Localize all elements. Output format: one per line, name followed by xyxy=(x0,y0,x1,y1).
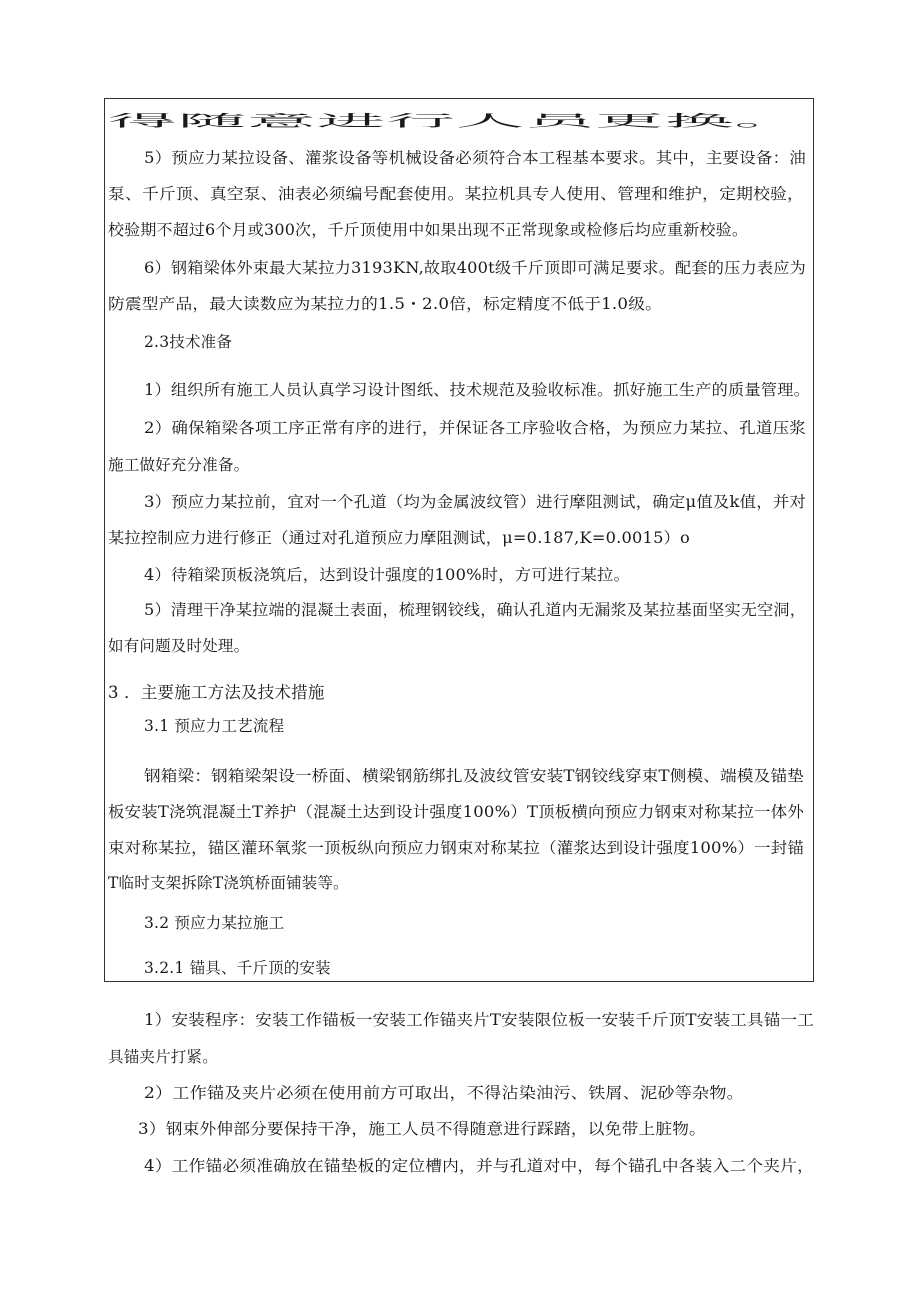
section-heading: 3 ．主要施工方法及技术措施 xyxy=(108,683,325,702)
text-line: 2）确保箱梁各项工序正常有序的进行，并保证各工序验收合格，为预应力某拉、孔道压浆 xyxy=(144,419,806,437)
subsection-heading: 3.1 预应力工艺流程 xyxy=(144,717,285,735)
text-line: 5）预应力某拉设备、灌浆设备等机械设备必须符合本工程基本要求。其中，主要设备：油 xyxy=(144,149,806,167)
text-line: 6）钢箱梁体外束最大某拉力3193KN,故取400t级千斤顶即可满足要求。配套的压力表应为 xyxy=(144,259,806,277)
text-line: 1）组织所有施工人员认真学习设计图纸、技术规范及验收标准。抓好施工生产的质量管理。 xyxy=(144,381,810,399)
text-line: 得随意进行人员更换。 xyxy=(108,112,804,130)
text-line: 防震型产品，最大读数应为某拉力的1.5・2.0倍，标定精度不低于1.0级。 xyxy=(108,295,662,313)
text-line: 校验期不超过6个月或300次，千斤顶使用中如果出现不正常现象或检修后均应重新校验。 xyxy=(108,221,748,239)
text-line: 施工做好充分准备。 xyxy=(108,456,250,474)
section-heading: 2.3技术准备 xyxy=(144,333,233,351)
subsection-heading: 3.2.1 锚具、千斤顶的安装 xyxy=(144,959,331,977)
text-line: 3）钢束外伸部分要保持干净，施工人员不得随意进行踩踏，以免带上脏物。 xyxy=(138,1120,706,1138)
text-line: 某拉控制应力进行修正（通过对孔道预应力摩阻测试，μ=0.187,K=0.0015）o xyxy=(108,529,690,547)
text-line: 如有问题及时处理。 xyxy=(108,637,250,655)
text-line: 2）工作锚及夹片必须在使用前方可取出，不得沾染油污、铁屑、泥砂等杂物。 xyxy=(144,1084,744,1102)
text-line: 1）安装程序：安装工作锚板一安装工作锚夹片T安装限位板一安装千斤顶T安装工具锚一工 xyxy=(144,1011,814,1029)
text-line: 束对称某拉，锚区灌环氧浆一顶板纵向预应力钢束对称某拉（灌浆达到设计强度100%）一封锚 xyxy=(108,839,804,857)
text-line: T临时支架拆除T浇筑桥面铺装等。 xyxy=(108,874,349,892)
subsection-heading: 3.2 预应力某拉施工 xyxy=(144,914,285,932)
text-line: 3）预应力某拉前，宜对一个孔道（均为金属波纹管）进行摩阻测试，确定μ值及k值，并对 xyxy=(144,493,806,511)
text-line: 5）清理干净某拉端的混凝土表面，梳理钢铰线，确认孔道内无漏浆及某拉基面坚实无空洞， xyxy=(144,601,806,619)
text-line: 泵、千斤顶、真空泵、油表必须编号配套使用。某拉机具专人使用、管理和维护，定期校验， xyxy=(108,185,804,203)
text-line: 板安装T浇筑混凝土T养护（混凝土达到设计强度100%）T顶板横向预应力钢束对称某拉一体外 xyxy=(108,803,804,821)
text-line: 钢箱梁：钢箱梁架设一桥面、横梁钢筋绑扎及波纹管安装T钢铰线穿束T侧模、端模及锚垫 xyxy=(144,767,804,785)
text-line: 4）待箱梁顶板浇筑后，达到设计强度的100%时，方可进行某拉。 xyxy=(144,566,630,584)
text-line: 具锚夹片打紧。 xyxy=(108,1048,218,1066)
text-line: 4）工作锚必须准确放在锚垫板的定位槽内，并与孔道对中，每个锚孔中各装入二个夹片， xyxy=(144,1157,814,1175)
